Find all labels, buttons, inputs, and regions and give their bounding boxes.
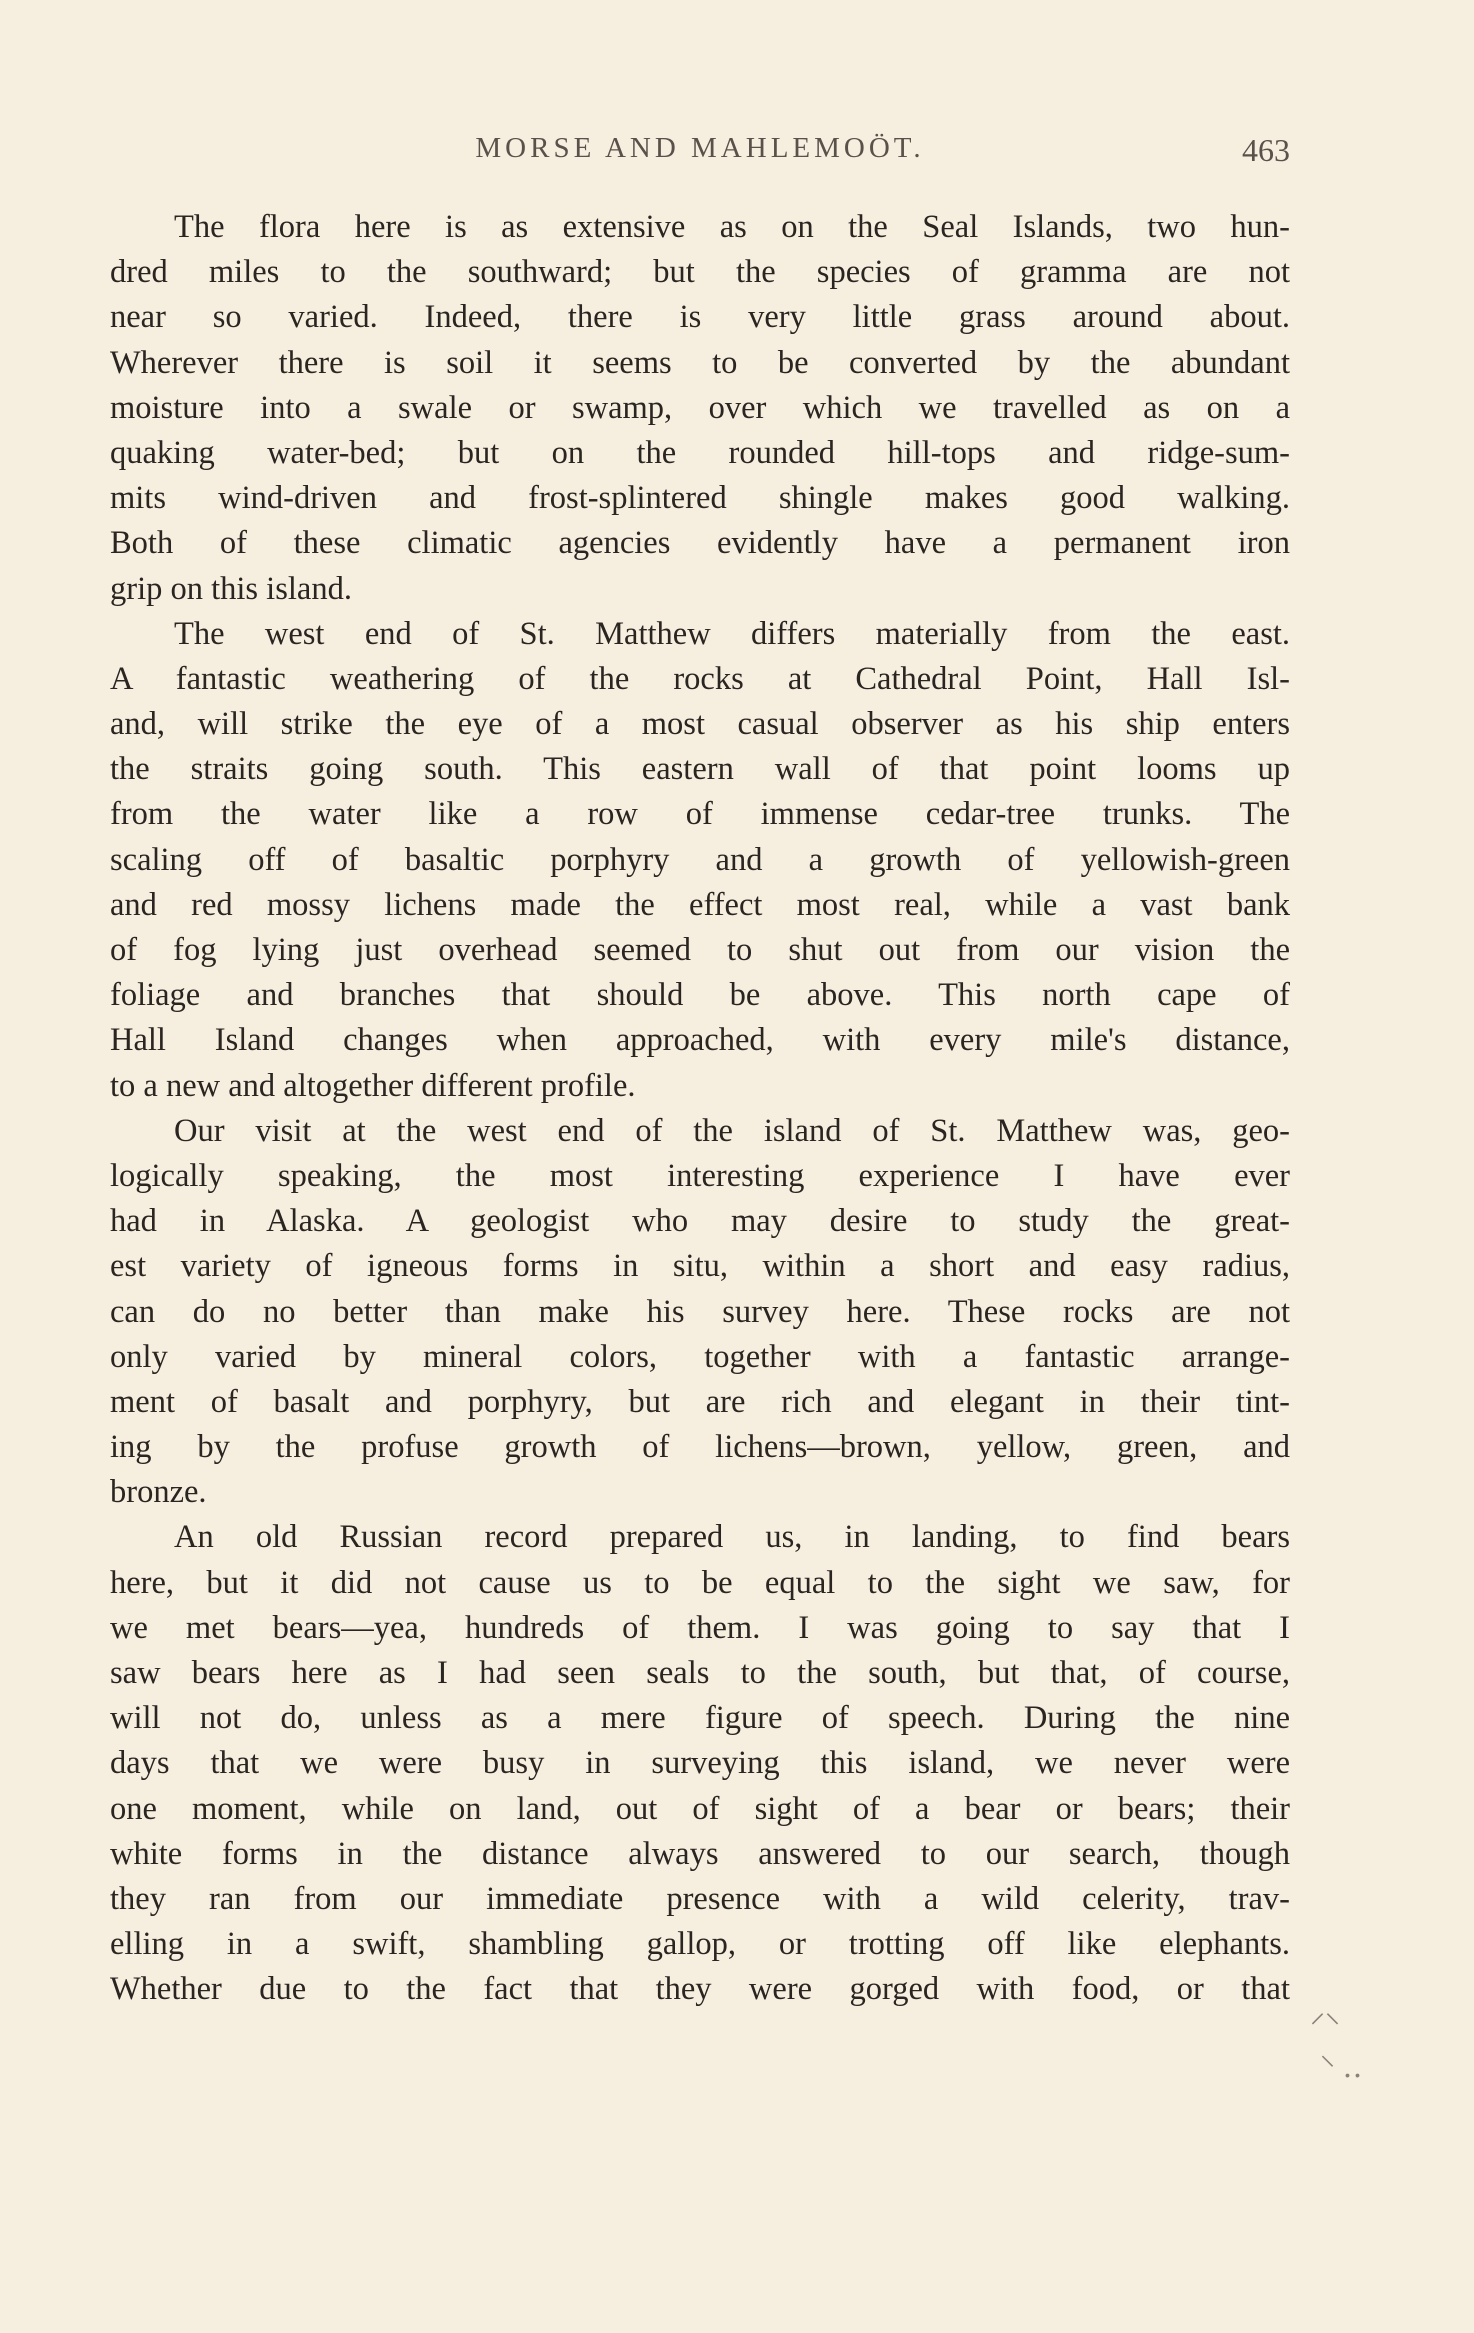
text-line: The flora here is as extensive as on the Seal Islands, two hun- bbox=[174, 209, 1290, 245]
margin-pencil-mark: ⸝⸜ bbox=[1310, 1996, 1340, 2029]
text-line: here, but it did not cause us to be equal to the sight we saw, for bbox=[110, 1564, 1290, 1601]
text-line: ment of basalt and porphyry, but are rich and elegant in their tint- bbox=[110, 1383, 1290, 1420]
text-line: grip on this island. bbox=[110, 570, 352, 607]
text-line: the straits going south. This eastern wall of that point looms up bbox=[110, 751, 1290, 788]
text-line: foliage and branches that should be above. This north cape of bbox=[110, 977, 1290, 1014]
text-line: bronze. bbox=[110, 1474, 207, 1511]
text-line: An old Russian record prepared us, in landing, to find bears bbox=[174, 1519, 1290, 1556]
text-line: logically speaking, the most interesting experience I have ever bbox=[110, 1157, 1290, 1194]
running-title: MORSE AND MAHLEMOÖT. bbox=[475, 132, 925, 164]
page-header bbox=[110, 132, 1290, 182]
text-line: we met bears—yea, hundreds of them. I was going to say that I bbox=[110, 1609, 1290, 1646]
text-line: moisture into a swale or swamp, over which we travelled as on a bbox=[110, 389, 1290, 426]
body-text bbox=[110, 205, 1290, 2013]
text-line: from the water like a row of immense cedar-tree trunks. The bbox=[110, 796, 1290, 833]
text-line: A fantastic weathering of the rocks at Cathedral Point, Hall Isl- bbox=[110, 660, 1290, 697]
text-line: of fog lying just overhead seemed to shut out from our vision the bbox=[110, 932, 1290, 968]
text-line: scaling off of basaltic porphyry and a growth of yellowish-green bbox=[110, 841, 1290, 878]
text-line: Whether due to the fact that they were gorged with food, or that bbox=[110, 1971, 1290, 2008]
text-line: dred miles to the southward; but the species of gramma are not bbox=[110, 254, 1290, 291]
text-line: to a new and altogether different profile. bbox=[110, 1067, 636, 1104]
text-line: near so varied. Indeed, there is very little grass around about. bbox=[110, 299, 1290, 336]
text-line: mits wind-driven and frost-splintered shingle makes good walking. bbox=[110, 480, 1290, 517]
text-line: Wherever there is soil it seems to be converted by the abundant bbox=[110, 344, 1290, 381]
text-line: Hall Island changes when approached, with every mile's distance, bbox=[110, 1022, 1290, 1059]
text-line: The west end of St. Matthew differs materially from the east. bbox=[174, 615, 1290, 652]
page-number: 463 bbox=[1242, 132, 1290, 168]
text-line: days that we were busy in surveying this island, we never were bbox=[110, 1745, 1290, 1782]
text-line: only varied by mineral colors, together with a fantastic arrange- bbox=[110, 1338, 1290, 1375]
text-line: will not do, unless as a mere figure of speech. During the nine bbox=[110, 1700, 1290, 1737]
text-line: ing by the profuse growth of lichens—brown, yellow, green, and bbox=[110, 1429, 1290, 1466]
text-line: saw bears here as I had seen seals to the south, but that, of course, bbox=[110, 1655, 1290, 1691]
text-line: and red mossy lichens made the effect most real, while a vast bank bbox=[110, 886, 1290, 923]
text-line: one moment, while on land, out of sight of a bear or bears; their bbox=[110, 1790, 1290, 1827]
text-line: Our visit at the west end of the island of St. Matthew was, geo- bbox=[174, 1112, 1290, 1149]
text-line: elling in a swift, shambling gallop, or trotting off like elephants. bbox=[110, 1926, 1290, 1963]
text-line: white forms in the distance always answered to our search, though bbox=[110, 1835, 1290, 1872]
text-line: est variety of igneous forms in situ, within a short and easy radius, bbox=[110, 1248, 1290, 1285]
text-line: they ran from our immediate presence with a wild celerity, trav- bbox=[110, 1880, 1290, 1917]
text-line: and, will strike the eye of a most casual observer as his ship enters bbox=[110, 706, 1290, 743]
text-line: had in Alaska. A geologist who may desire to study the great- bbox=[110, 1203, 1290, 1240]
text-line: can do no better than make his survey here. These rocks are not bbox=[110, 1293, 1290, 1330]
text-line: Both of these climatic agencies evidently have a permanent iron bbox=[110, 525, 1290, 562]
text-line: quaking water-bed; but on the rounded hill-tops and ridge-sum- bbox=[110, 434, 1290, 471]
margin-pencil-mark: ⸌ ‥ bbox=[1320, 2051, 1363, 2084]
